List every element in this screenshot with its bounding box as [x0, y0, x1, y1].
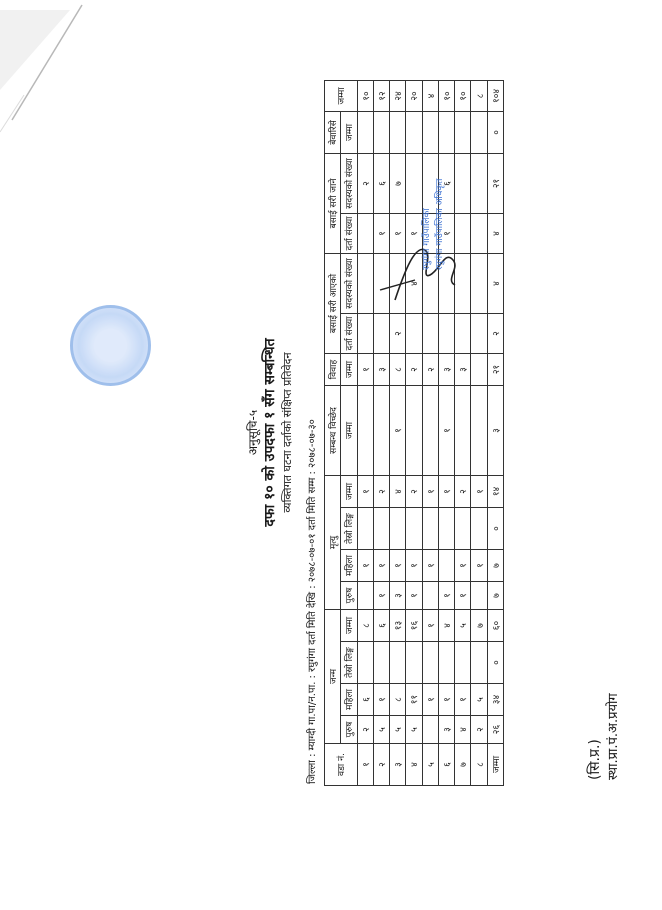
ward-number-cell: ८ — [471, 744, 487, 786]
report-subtitle: व्यक्तिगत घटना दर्ताको संक्षिप्त प्रतिवेदन — [281, 352, 294, 513]
col-header: सदस्यको संख्या — [341, 253, 357, 313]
table-cell — [471, 253, 487, 313]
table-cell — [357, 313, 373, 353]
table-subheader-row — [341, 80, 357, 785]
table-cell — [471, 313, 487, 353]
table-cell — [357, 642, 373, 684]
table-cell: १ — [390, 385, 406, 475]
table-cell — [455, 385, 471, 475]
table-cell — [471, 642, 487, 684]
table-cell — [438, 313, 454, 353]
table-cell: १३ — [390, 610, 406, 642]
table-cell — [422, 111, 438, 153]
table-cell: ० — [487, 642, 503, 684]
table-cell — [471, 582, 487, 610]
ward-number-cell: ४ — [406, 744, 422, 786]
table-cell: २ — [422, 353, 438, 385]
table-cell: १४ — [487, 475, 503, 507]
table-cell: ६ — [373, 153, 389, 213]
table-cell: १ — [422, 550, 438, 582]
ward-number-cell: १ — [357, 744, 373, 786]
table-cell: ३ — [373, 353, 389, 385]
table-cell — [455, 153, 471, 213]
table-cell: १ — [471, 550, 487, 582]
table-cell — [471, 353, 487, 385]
group-marriage: विवाह — [325, 353, 341, 385]
table-cell — [357, 508, 373, 550]
table-cell: २ — [455, 475, 471, 507]
table-cell — [406, 111, 422, 153]
table-cell: ५ — [471, 684, 487, 716]
office-seal — [70, 305, 151, 386]
table-cell: २१ — [487, 353, 503, 385]
table-cell: ७ — [487, 550, 503, 582]
table-cell: १० — [455, 80, 471, 111]
table-cell: २१ — [487, 153, 503, 213]
stamp-line: रघुगंगा गाउँपालिका — [422, 208, 432, 270]
table-cell — [357, 253, 373, 313]
table-cell: १ — [406, 582, 422, 610]
table-cell: ८ — [390, 353, 406, 385]
col-header: महिला — [341, 684, 357, 716]
report-title: दफा १० को उपदफा १ सँग सम्बन्धित — [262, 338, 278, 527]
ward-number-cell: २ — [373, 744, 389, 786]
signature-left-note: स्था.प्रा.पं.अ.प्रयोग — [606, 693, 621, 780]
table-cell — [357, 111, 373, 153]
table-cell — [422, 582, 438, 610]
table-cell: ४ — [390, 475, 406, 507]
table-cell: ७ — [471, 610, 487, 642]
table-cell: १ — [357, 475, 373, 507]
col-header: जम्मा — [341, 475, 357, 507]
table-cell: ६ — [357, 684, 373, 716]
table-cell: २ — [357, 716, 373, 744]
table-cell — [373, 313, 389, 353]
table-cell: १ — [438, 213, 454, 253]
table-cell: ४ — [406, 253, 422, 313]
table-cell — [422, 508, 438, 550]
signature-left: (सि.प्र.) — [587, 739, 603, 780]
table-cell — [455, 508, 471, 550]
col-header: पुरुष — [341, 582, 357, 610]
table-cell: २ — [471, 716, 487, 744]
table-cell: ८ — [390, 684, 406, 716]
col-header: जम्मा — [341, 610, 357, 642]
col-header: सदस्यको संख्या — [341, 153, 357, 213]
table-row — [471, 80, 487, 785]
report-meta — [304, 419, 318, 784]
ward-number-cell: जम्मा — [487, 744, 503, 786]
table-cell — [422, 642, 438, 684]
table-cell — [471, 213, 487, 253]
table-cell — [390, 508, 406, 550]
table-cell: १० — [357, 80, 373, 111]
table-cell — [373, 508, 389, 550]
table-cell: २ — [487, 313, 503, 353]
table-cell: ६ — [373, 610, 389, 642]
table-cell: ७ — [487, 582, 503, 610]
table-cell: १६ — [406, 610, 422, 642]
ward-header: वडा नं. — [325, 744, 358, 786]
table-cell: १ — [357, 550, 373, 582]
total-header: जम्मा — [325, 80, 358, 111]
table-cell: २० — [406, 80, 422, 111]
table-cell — [390, 111, 406, 153]
table-row — [455, 80, 471, 785]
table-cell — [373, 385, 389, 475]
col-header: तेस्रो लिङ्ग — [341, 508, 357, 550]
table-cell: १२ — [373, 80, 389, 111]
ward-number-cell: ६ — [438, 744, 454, 786]
ward-number-cell: ३ — [390, 744, 406, 786]
municipality: गा.पा/न.पा. : रघुगंगा — [307, 648, 318, 725]
table-cell: ४ — [455, 716, 471, 744]
table-cell: १ — [471, 475, 487, 507]
table-cell — [438, 111, 454, 153]
table-cell: १०४ — [487, 80, 503, 111]
table-cell: ० — [487, 508, 503, 550]
table-cell: १ — [455, 550, 471, 582]
table-cell: ४ — [438, 610, 454, 642]
blue-officer-stamp — [420, 150, 452, 270]
table-cell: ६ — [438, 153, 454, 213]
table-cell: २४ — [390, 80, 406, 111]
group-migration-in: बसाई सरी आएको — [325, 253, 341, 353]
col-header: जम्मा — [341, 111, 357, 153]
table-cell — [471, 508, 487, 550]
table-cell: ६० — [487, 610, 503, 642]
table-cell: १ — [438, 684, 454, 716]
table-cell — [455, 313, 471, 353]
table-cell — [357, 582, 373, 610]
table-cell: १ — [438, 475, 454, 507]
table-cell: ३ — [455, 353, 471, 385]
stamp-line: रघुगंगा गाउँपालिका अधिकृत — [435, 178, 445, 270]
table-cell: १ — [455, 684, 471, 716]
table-cell: १ — [390, 550, 406, 582]
table-cell: ८ — [471, 80, 487, 111]
table-cell — [438, 550, 454, 582]
table-cell — [422, 313, 438, 353]
table-cell: १ — [406, 550, 422, 582]
table-cell: २ — [390, 313, 406, 353]
table-cell: १ — [406, 213, 422, 253]
table-cell: १ — [438, 385, 454, 475]
table-cell: ८ — [357, 610, 373, 642]
col-header: दर्ता संख्या — [341, 213, 357, 253]
table-row — [357, 80, 373, 785]
table-cell: ४ — [487, 213, 503, 253]
table-cell: ५ — [455, 610, 471, 642]
table-cell — [422, 385, 438, 475]
table-cell — [422, 716, 438, 744]
col-header: दर्ता संख्या — [341, 313, 357, 353]
table-cell: ३ — [390, 582, 406, 610]
ward-number-cell: ७ — [455, 744, 471, 786]
table-total-row — [487, 80, 503, 785]
table-cell — [406, 385, 422, 475]
table-cell — [357, 385, 373, 475]
table-cell: ३ — [487, 385, 503, 475]
table-cell — [406, 508, 422, 550]
table-cell: १ — [422, 475, 438, 507]
table-cell: ४ — [487, 253, 503, 313]
group-unclaimed: बेवारिसे — [325, 111, 341, 153]
table-cell: १ — [373, 684, 389, 716]
table-cell — [455, 111, 471, 153]
table-cell — [406, 313, 422, 353]
table-cell: ३ — [438, 353, 454, 385]
table-cell: ५ — [390, 716, 406, 744]
event-registration-table — [324, 80, 504, 786]
table-cell — [438, 508, 454, 550]
table-group-row — [325, 80, 341, 785]
table-cell: ० — [487, 111, 503, 153]
table-cell: १ — [373, 213, 389, 253]
table-cell: १ — [422, 684, 438, 716]
table-cell: १ — [357, 353, 373, 385]
table-cell: २ — [357, 153, 373, 213]
table-cell — [390, 642, 406, 684]
table-cell: १ — [373, 582, 389, 610]
annex-label: अनुसूचि-५ — [246, 409, 260, 456]
group-birth: जन्म — [325, 610, 341, 744]
table-cell — [438, 642, 454, 684]
district: जिल्ला : म्याग्दी — [307, 728, 318, 784]
table-cell — [373, 111, 389, 153]
table-cell: १० — [438, 80, 454, 111]
table-cell: २६ — [487, 716, 503, 744]
table-cell: २ — [373, 475, 389, 507]
col-header: महिला — [341, 550, 357, 582]
table-cell — [406, 642, 422, 684]
col-header: पुरुष — [341, 716, 357, 744]
table-cell: १ — [438, 582, 454, 610]
col-header: तेस्रो लिङ्ग — [341, 642, 357, 684]
ward-number-cell: ५ — [422, 744, 438, 786]
table-cell: २ — [406, 475, 422, 507]
table-cell: १ — [422, 610, 438, 642]
group-divorce: सम्बन्ध विच्छेद — [325, 385, 341, 475]
table-row — [373, 80, 389, 785]
table-cell — [455, 642, 471, 684]
table-cell: ७ — [390, 153, 406, 213]
date-from: दर्ता मिति देखि : २०७८-०७-०१ — [307, 533, 318, 645]
table-cell: १ — [373, 550, 389, 582]
table-cell: ३ — [438, 716, 454, 744]
table-cell: ३४ — [487, 684, 503, 716]
group-migration-out: बसाई सरी जाने — [325, 153, 341, 253]
table-cell: ५ — [373, 716, 389, 744]
table-cell: ११ — [406, 684, 422, 716]
table-cell: ४ — [422, 80, 438, 111]
table-cell — [471, 111, 487, 153]
group-death: मृत्यु — [325, 475, 341, 609]
col-header: जम्मा — [341, 353, 357, 385]
rotated-report — [170, 75, 660, 790]
table-cell — [373, 642, 389, 684]
table-cell — [357, 213, 373, 253]
table-cell: ५ — [406, 716, 422, 744]
col-header: जम्मा — [341, 385, 357, 475]
table-cell: १ — [455, 582, 471, 610]
table-cell — [471, 385, 487, 475]
table-cell: २ — [406, 353, 422, 385]
table-cell — [471, 153, 487, 213]
date-to: दर्ता मिति सम्म : २०७८-०७-३० — [307, 419, 318, 531]
table-row — [390, 80, 406, 785]
table-cell: १ — [390, 213, 406, 253]
